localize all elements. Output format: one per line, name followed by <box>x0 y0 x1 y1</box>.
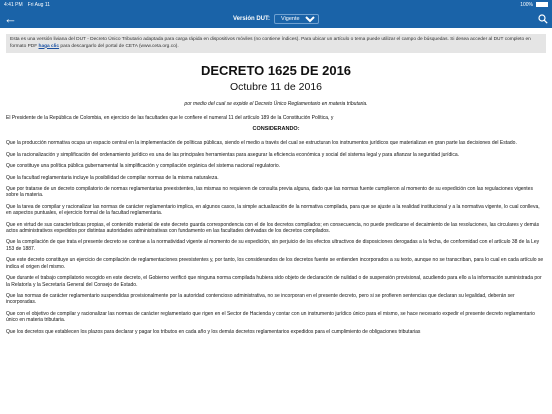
notice-text-end: para descargarlo del portal de CETA (www.ceta.org.co). <box>59 43 179 49</box>
considerando-heading: CONSIDERANDO: <box>252 126 300 133</box>
document-paragraph: Que con el objetivo de compilar y racionalizar las normas de carácter reglamentario que rigen en el Sector de Hacienda y contar con un instrumento jurídico único para el mismo, se hace necesario expedir el presente decreto reglamentario único en materia tributaria. <box>6 310 535 324</box>
document-paragraph: Que en virtud de sus características propias, el contenido material de este decreto guarda correspondencia con el de los decretos compilados; en consecuencia, no puede predicarse el decaimiento de las resoluciones, las circulares y demás actos administrativos expedidos por distintas autoridades administrativas con fundamento en las facultades derivadas de los decretos compilados. <box>6 221 540 235</box>
document-paragraph: Que por tratarse de un decreto compilatorio de normas reglamentarias preexistentes, las mismas no requieren de consulta previa alguna, dado que las normas fuente cumplieron al momento de su expedición con las regulaciones vigentes sobre la materia. <box>6 186 533 199</box>
document-paragraph: Que los decretos que establecen los plazos para declarar y pagar los tributos en cada año y los demás decretos reglamentarios expedidos para el cumplimiento de obligaciones tributarias <box>6 328 421 335</box>
document-paragraph: Que constituye una política pública gubernamental la simplificación y compilación orgánica del sistema nacional regulatorio. <box>6 163 281 170</box>
document-date: Octubre 11 de 2016 <box>229 81 323 93</box>
status-right <box>520 2 548 8</box>
download-link[interactable]: haga clic <box>38 43 60 49</box>
document-paragraph: Que durante el trabajo compilatorio recogido en este decreto, el Gobierno verificó que ninguna norma compilada hubiera sido objeto de declaración de nulidad o de suspensión provisional, acudiendo para ello a la información suministrada por la Relatoría y la Secretaría General del Consejo de Estado. <box>6 275 542 288</box>
status-date: Fri Aug 11 <box>27 1 51 8</box>
search-icon[interactable] <box>538 14 548 24</box>
document-paragraph: Que las normas de carácter reglamentario suspendidas provisionalmente por la autoridad contencioso administrativa, no se incorporan en el presente decreto, pero si se profieren sentencias que declaran su legalidad, deberán ser incorporadas. <box>6 292 515 306</box>
document-title: DECRETO 1625 DE 2016 <box>200 63 352 78</box>
battery-percent: 100% <box>520 1 533 8</box>
battery-fill <box>537 3 547 6</box>
navbar-title: Versión DUT: <box>232 15 270 22</box>
notice-text: Esta es una versión liviana del DUT - Decreto Único Tributario adaptada para carga rápida en dispositivos móviles (no contiene índices). Para ubicar un artículo o tema puede utilizar el campo de búsquedas. Si desea acceder al DUT completo en formato PDF <box>10 37 531 49</box>
version-select[interactable] <box>274 14 319 24</box>
navbar <box>0 9 552 28</box>
document-intro: El Presidente de la República de Colombia, en ejercicio de las facultades que le confiere el numeral 11 del artículo 189 de la Constitución Política, y <box>6 115 334 121</box>
document-paragraph: Que la tarea de compilar y racionalizar las normas de carácter reglamentario implica, en algunos casos, la simple actualización de la normativa compilada, para que se ajuste a la realidad institucional y a la normativa vigente, lo cual conlleva, en aspectos puntuales, el ejercicio formal de la facultad reglamentaria. <box>6 203 540 217</box>
navbar-center <box>0 9 552 28</box>
notice-box <box>6 34 546 53</box>
back-arrow-icon[interactable]: ← <box>4 11 17 26</box>
document-paragraph: Que la racionalización y simplificación del ordenamiento jurídico es una de las principales herramientas para asegurar la eficiencia económica y social del sistema legal y para afianzar la seguridad jurídica. <box>6 151 460 158</box>
document-paragraph: Que la facultad reglamentaria incluye la posibilidad de compilar normas de la misma naturaleza. <box>6 174 219 181</box>
status-time: 4:41 PM <box>4 1 23 8</box>
document-paragraph: Que este decreto constituye un ejercicio de compilación de reglamentaciones preexistentes y, por tanto, los considerandos de los decretos fuente se entienden incorporados a su texto, aunque no se transcriban, para lo cual en cada artículo se indica el origen del mismo. <box>6 257 544 270</box>
battery-icon <box>536 2 548 7</box>
document-subtitle: por medio del cual se expide el Decreto Único Reglamentario en materia tributaria. <box>184 101 368 107</box>
document-paragraph: Que la compilación de que trata el presente decreto se contrae a la normatividad vigente al momento de su expedición, sin perjuicio de los efectos ultractivos de disposiciones derogadas a la fecha, de conformidad con el artículo 38 de la Ley 153 de 1887. <box>6 239 540 252</box>
document <box>0 63 552 335</box>
status-bar <box>0 0 552 9</box>
document-paragraph: Que la producción normativa ocupa un espacio central en la implementación de políticas públicas, siendo el medio a través del cual se estructuran los instrumentos jurídicos que materializan en gran parte las decisiones del Estado. <box>6 140 517 147</box>
